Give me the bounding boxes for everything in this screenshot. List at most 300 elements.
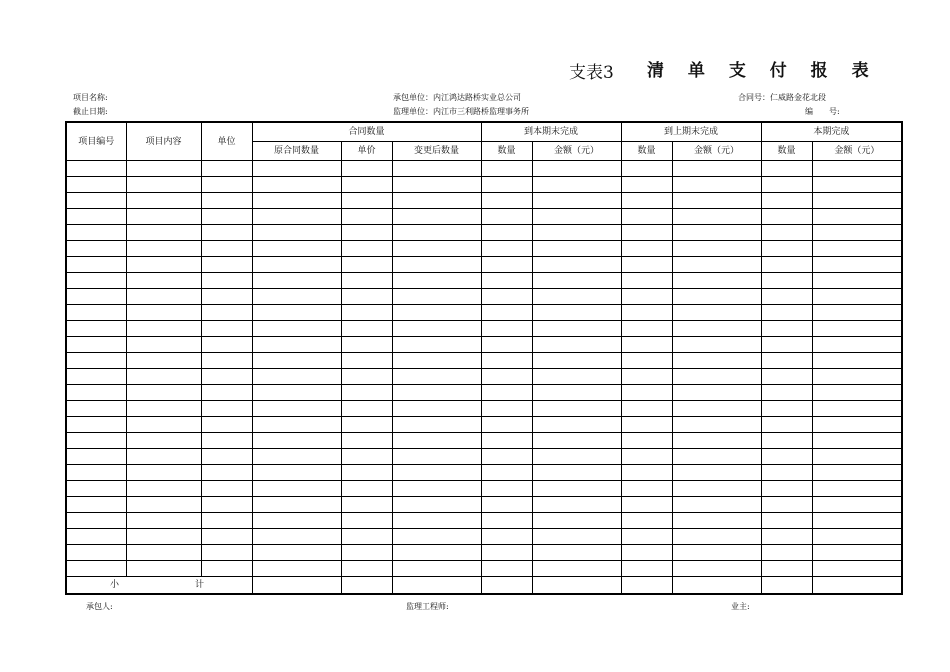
table-cell — [812, 545, 902, 561]
table-cell — [761, 241, 812, 257]
table-row — [66, 401, 902, 417]
footer-engineer: 监理工程师: — [406, 602, 449, 611]
table-cell — [126, 241, 201, 257]
col-unit-price: 单价 — [341, 142, 392, 161]
table-cell — [392, 193, 481, 209]
table-cell — [201, 289, 252, 305]
table-cell — [201, 385, 252, 401]
total-cell — [761, 577, 812, 595]
table-cell — [532, 545, 621, 561]
table-cell — [341, 369, 392, 385]
table-cell — [621, 369, 672, 385]
table-cell — [812, 417, 902, 433]
table-cell — [532, 289, 621, 305]
table-cell — [812, 321, 902, 337]
table-cell — [392, 545, 481, 561]
table-cell — [126, 161, 201, 177]
table-cell — [66, 353, 126, 369]
footer-owner: 业主: — [731, 602, 750, 611]
table-cell — [66, 417, 126, 433]
table-cell — [621, 449, 672, 465]
contract-number: 合同号：仁威路金花北段 — [738, 93, 826, 102]
table-cell — [761, 481, 812, 497]
table-cell — [761, 449, 812, 465]
table-row — [66, 209, 902, 225]
table-cell — [621, 225, 672, 241]
table-cell — [621, 481, 672, 497]
supervisor-unit: 监理单位：内江市三利路桥监理事务所 — [393, 107, 529, 116]
table-cell — [66, 305, 126, 321]
table-cell — [201, 369, 252, 385]
table-row — [66, 449, 902, 465]
table-cell — [621, 529, 672, 545]
table-cell — [481, 209, 532, 225]
table-cell — [532, 353, 621, 369]
table-cell — [812, 561, 902, 577]
table-cell — [812, 369, 902, 385]
table-cell — [252, 337, 341, 353]
table-cell — [252, 177, 341, 193]
table-cell — [341, 529, 392, 545]
table-cell — [672, 305, 761, 321]
table-cell — [481, 481, 532, 497]
deadline-label: 截止日期: — [73, 107, 108, 116]
table-cell — [761, 193, 812, 209]
table-cell — [392, 417, 481, 433]
table-cell — [672, 529, 761, 545]
col-orig-contract-qty: 原合同数量 — [252, 142, 341, 161]
table-cell — [392, 385, 481, 401]
table-cell — [66, 225, 126, 241]
table-cell — [761, 321, 812, 337]
table-cell — [252, 385, 341, 401]
table-cell — [126, 273, 201, 289]
table-cell — [341, 513, 392, 529]
table-cell — [481, 529, 532, 545]
project-name-label: 项目名称: — [73, 93, 108, 102]
footer-contractor: 承包人: — [86, 602, 113, 611]
table-cell — [532, 209, 621, 225]
table-cell — [481, 513, 532, 529]
table-cell — [761, 529, 812, 545]
table-cell — [66, 273, 126, 289]
table-number: 支表3 — [569, 63, 614, 83]
table-cell — [66, 433, 126, 449]
table-cell — [126, 497, 201, 513]
table-row — [66, 321, 902, 337]
table-row — [66, 337, 902, 353]
table-cell — [341, 449, 392, 465]
table-cell — [126, 193, 201, 209]
table-cell — [481, 241, 532, 257]
table-row — [66, 513, 902, 529]
table-cell — [672, 545, 761, 561]
col-item-content: 项目内容 — [126, 122, 201, 161]
table-cell — [481, 225, 532, 241]
total-row — [66, 577, 902, 595]
table-cell — [481, 177, 532, 193]
table-cell — [201, 321, 252, 337]
table-cell — [532, 193, 621, 209]
table-cell — [481, 449, 532, 465]
table-cell — [392, 401, 481, 417]
col-contract-qty: 合同数量 — [252, 122, 481, 142]
table-cell — [392, 209, 481, 225]
table-cell — [341, 225, 392, 241]
table-cell — [126, 337, 201, 353]
table-cell — [481, 337, 532, 353]
table-cell — [252, 449, 341, 465]
page-title: 清 单 支 付 报 表 — [647, 61, 878, 81]
table-row — [66, 161, 902, 177]
table-row — [66, 481, 902, 497]
table-cell — [812, 193, 902, 209]
table-cell — [201, 273, 252, 289]
table-cell — [672, 337, 761, 353]
table-cell — [812, 257, 902, 273]
table-cell — [126, 321, 201, 337]
table-cell — [126, 417, 201, 433]
table-cell — [621, 385, 672, 401]
table-cell — [66, 449, 126, 465]
table-row — [66, 433, 902, 449]
table-cell — [201, 305, 252, 321]
table-cell — [392, 497, 481, 513]
table-cell — [66, 529, 126, 545]
table-cell — [761, 305, 812, 321]
table-cell — [621, 241, 672, 257]
table-cell — [252, 369, 341, 385]
table-cell — [761, 497, 812, 513]
table-cell — [621, 289, 672, 305]
table-cell — [252, 497, 341, 513]
table-cell — [126, 225, 201, 241]
table-cell — [201, 193, 252, 209]
table-cell — [812, 465, 902, 481]
table-cell — [672, 193, 761, 209]
table-cell — [812, 353, 902, 369]
table-cell — [532, 257, 621, 273]
table-cell — [481, 353, 532, 369]
table-cell — [201, 401, 252, 417]
contractor-unit: 承包单位：内江鸿达路桥实业总公司 — [393, 93, 521, 102]
table-row — [66, 193, 902, 209]
table-cell — [532, 225, 621, 241]
table-cell — [532, 513, 621, 529]
table-cell — [126, 257, 201, 273]
table-cell — [341, 353, 392, 369]
table-cell — [392, 177, 481, 193]
table-cell — [392, 433, 481, 449]
table-cell — [761, 257, 812, 273]
total-label-sum: 计 — [194, 580, 204, 590]
table-cell — [341, 209, 392, 225]
table-cell — [672, 497, 761, 513]
table-cell — [341, 257, 392, 273]
table-cell — [66, 193, 126, 209]
table-cell — [252, 193, 341, 209]
table-cell — [672, 385, 761, 401]
table-cell — [126, 481, 201, 497]
table-cell — [252, 289, 341, 305]
table-cell — [126, 369, 201, 385]
table-cell — [66, 177, 126, 193]
table-cell — [621, 257, 672, 273]
table-row — [66, 257, 902, 273]
table-cell — [621, 401, 672, 417]
table-cell — [761, 417, 812, 433]
col-to-end-last-period: 到上期末完成 — [621, 122, 761, 142]
table-cell — [532, 561, 621, 577]
table-cell — [252, 401, 341, 417]
table-cell — [621, 177, 672, 193]
table-cell — [812, 513, 902, 529]
table-cell — [341, 321, 392, 337]
table-row — [66, 177, 902, 193]
table-cell — [812, 177, 902, 193]
table-cell — [672, 225, 761, 241]
table-cell — [812, 241, 902, 257]
table-cell — [66, 241, 126, 257]
table-cell — [481, 305, 532, 321]
table-cell — [672, 401, 761, 417]
table-row — [66, 497, 902, 513]
table-row — [66, 417, 902, 433]
table-cell — [341, 305, 392, 321]
table-cell — [392, 529, 481, 545]
table-cell — [201, 337, 252, 353]
table-cell — [621, 273, 672, 289]
table-cell — [126, 545, 201, 561]
table-cell — [201, 513, 252, 529]
table-cell — [812, 225, 902, 241]
table-cell — [812, 161, 902, 177]
table-cell — [341, 417, 392, 433]
total-cell — [532, 577, 621, 595]
table-cell — [201, 225, 252, 241]
table-cell — [66, 337, 126, 353]
table-cell — [672, 241, 761, 257]
table-cell — [126, 465, 201, 481]
table-cell — [672, 321, 761, 337]
table-cell — [392, 225, 481, 241]
table-cell — [532, 305, 621, 321]
table-cell — [252, 513, 341, 529]
table-cell — [532, 241, 621, 257]
table-cell — [341, 465, 392, 481]
table-cell — [392, 465, 481, 481]
table-cell — [201, 209, 252, 225]
table-cell — [761, 209, 812, 225]
table-cell — [392, 449, 481, 465]
table-cell — [341, 337, 392, 353]
table-cell — [392, 353, 481, 369]
table-cell — [481, 193, 532, 209]
table-cell — [126, 385, 201, 401]
table-row — [66, 561, 902, 577]
table-cell — [201, 417, 252, 433]
table-cell — [392, 305, 481, 321]
table-cell — [252, 545, 341, 561]
table-cell — [66, 161, 126, 177]
table-cell — [252, 305, 341, 321]
table-cell — [481, 561, 532, 577]
table-cell — [126, 401, 201, 417]
table-row — [66, 353, 902, 369]
table-row — [66, 385, 902, 401]
table-cell — [812, 481, 902, 497]
table-cell — [621, 353, 672, 369]
table-cell — [621, 433, 672, 449]
table-cell — [621, 513, 672, 529]
table-cell — [341, 385, 392, 401]
table-cell — [812, 289, 902, 305]
table-cell — [392, 273, 481, 289]
table-cell — [481, 401, 532, 417]
table-cell — [621, 545, 672, 561]
table-cell — [761, 273, 812, 289]
table-cell — [812, 497, 902, 513]
total-cell — [672, 577, 761, 595]
table-cell — [761, 545, 812, 561]
table-cell — [252, 353, 341, 369]
total-cell — [481, 577, 532, 595]
table-cell — [341, 273, 392, 289]
table-cell — [126, 177, 201, 193]
table-cell — [532, 385, 621, 401]
table-cell — [481, 321, 532, 337]
table-cell — [66, 465, 126, 481]
serial-number-label: 编 号: — [805, 107, 840, 116]
table-cell — [341, 497, 392, 513]
table-cell — [341, 433, 392, 449]
table-cell — [341, 481, 392, 497]
table-cell — [66, 257, 126, 273]
table-cell — [761, 385, 812, 401]
table-cell — [532, 369, 621, 385]
table-cell — [532, 449, 621, 465]
table-cell — [481, 257, 532, 273]
table-cell — [621, 161, 672, 177]
table-cell — [761, 369, 812, 385]
table-cell — [341, 401, 392, 417]
table-cell — [812, 529, 902, 545]
table-cell — [621, 465, 672, 481]
table-cell — [672, 449, 761, 465]
table-cell — [341, 289, 392, 305]
table-body — [66, 161, 902, 595]
table-cell — [812, 337, 902, 353]
table-cell — [252, 225, 341, 241]
table-cell — [672, 465, 761, 481]
table-cell — [252, 161, 341, 177]
table-cell — [761, 225, 812, 241]
table-cell — [201, 257, 252, 273]
table-cell — [126, 433, 201, 449]
col-qty-last: 数量 — [621, 142, 672, 161]
table-cell — [392, 241, 481, 257]
table-cell — [532, 321, 621, 337]
col-amount-last: 金额（元） — [672, 142, 761, 161]
table-cell — [66, 497, 126, 513]
table-cell — [532, 177, 621, 193]
table-cell — [621, 305, 672, 321]
table-cell — [621, 337, 672, 353]
table-cell — [532, 161, 621, 177]
table-cell — [392, 561, 481, 577]
col-amount-this: 金额（元） — [532, 142, 621, 161]
col-unit: 单位 — [201, 122, 252, 161]
payment-table — [65, 121, 903, 595]
table-cell — [126, 209, 201, 225]
table-cell — [761, 177, 812, 193]
table-cell — [761, 353, 812, 369]
table-cell — [761, 337, 812, 353]
table-cell — [812, 433, 902, 449]
table-cell — [392, 337, 481, 353]
table-cell — [532, 417, 621, 433]
table-cell — [481, 289, 532, 305]
table-cell — [392, 321, 481, 337]
table-cell — [392, 289, 481, 305]
table-cell — [672, 353, 761, 369]
table-cell — [252, 433, 341, 449]
table-cell — [126, 289, 201, 305]
table-cell — [812, 305, 902, 321]
table-cell — [252, 257, 341, 273]
table-cell — [672, 273, 761, 289]
col-qty-this: 数量 — [481, 142, 532, 161]
table-cell — [672, 257, 761, 273]
table-cell — [201, 161, 252, 177]
table-cell — [252, 481, 341, 497]
table-cell — [201, 449, 252, 465]
table-cell — [481, 545, 532, 561]
table-cell — [672, 561, 761, 577]
table-cell — [201, 561, 252, 577]
table-cell — [201, 497, 252, 513]
table-cell — [812, 401, 902, 417]
table-cell — [201, 481, 252, 497]
table-cell — [812, 209, 902, 225]
col-amount-period: 金额（元） — [812, 142, 902, 161]
table-cell — [66, 481, 126, 497]
total-label — [66, 577, 252, 595]
table-cell — [126, 529, 201, 545]
table-cell — [481, 497, 532, 513]
table-cell — [761, 513, 812, 529]
table-row — [66, 241, 902, 257]
table-cell — [201, 545, 252, 561]
table-row — [66, 529, 902, 545]
table-cell — [201, 353, 252, 369]
table-cell — [672, 369, 761, 385]
table-cell — [252, 241, 341, 257]
table-cell — [672, 177, 761, 193]
col-qty-period: 数量 — [761, 142, 812, 161]
table-cell — [392, 369, 481, 385]
table-cell — [761, 433, 812, 449]
table-cell — [66, 545, 126, 561]
table-cell — [761, 289, 812, 305]
total-label-small: 小 — [109, 580, 119, 590]
table-cell — [126, 513, 201, 529]
table-cell — [392, 481, 481, 497]
table-cell — [672, 289, 761, 305]
table-cell — [621, 561, 672, 577]
table-cell — [66, 385, 126, 401]
table-cell — [621, 321, 672, 337]
